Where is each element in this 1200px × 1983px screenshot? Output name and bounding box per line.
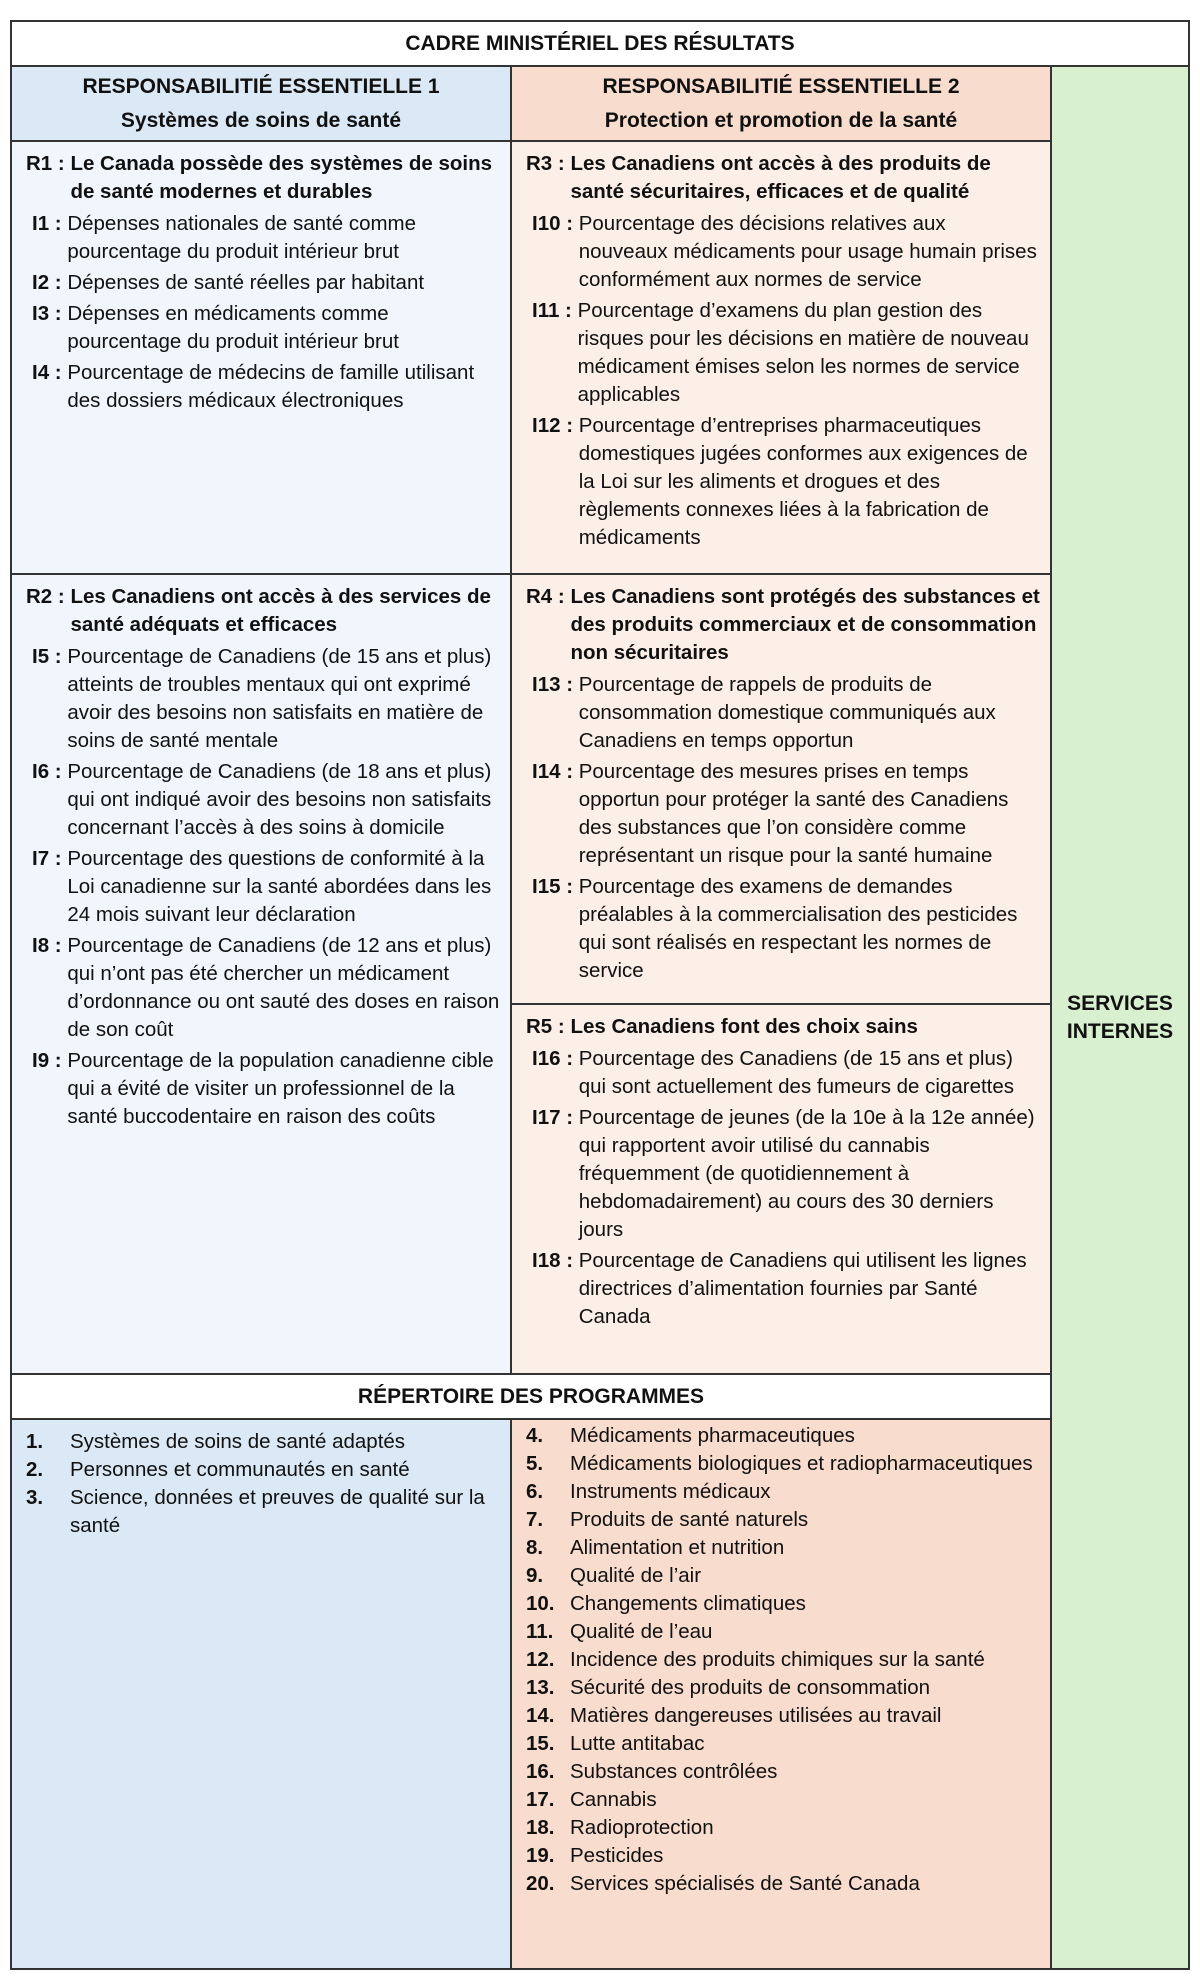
program-name: Systèmes de soins de santé adaptés bbox=[70, 1430, 406, 1453]
indicator-label: I7 : bbox=[32, 847, 68, 870]
indicator-i2 bbox=[32, 269, 500, 297]
program-name: Alimentation et nutrition bbox=[570, 1536, 785, 1559]
indicator-i8 bbox=[32, 932, 500, 1044]
indicator-text: Pourcentage de médecins de famille utilisant des dossiers médicaux électroniques bbox=[67, 361, 475, 412]
program-number: 5. bbox=[526, 1452, 544, 1475]
program-number: 2. bbox=[26, 1458, 44, 1481]
program-name: Lutte antitabac bbox=[570, 1732, 705, 1755]
program-name: Médicaments pharmaceutiques bbox=[570, 1424, 855, 1447]
indicator-label: I16 : bbox=[532, 1047, 579, 1070]
result-text: Le Canada possède des systèmes de soins de santé modernes et durables bbox=[70, 152, 493, 203]
results-framework-table bbox=[10, 20, 1190, 1970]
result-text: Les Canadiens font des choix sains bbox=[570, 1015, 918, 1038]
program-item bbox=[526, 1870, 1040, 1898]
indicator-i6 bbox=[32, 758, 500, 842]
program-name: Produits de santé naturels bbox=[570, 1508, 809, 1531]
programs-re2-cell bbox=[512, 1420, 1052, 1968]
program-item bbox=[526, 1478, 1040, 1506]
result-label: R5 : bbox=[526, 1015, 571, 1038]
program-item bbox=[526, 1786, 1040, 1814]
indicator-label: I3 : bbox=[32, 302, 68, 325]
repertoire-heading: RÉPERTOIRE DES PROGRAMMES bbox=[12, 1375, 1052, 1420]
program-item bbox=[26, 1428, 500, 1456]
program-item bbox=[526, 1730, 1040, 1758]
indicator-text: Pourcentage de Canadiens qui utilisent les lignes directrices d’alimentation fournies par Santé Canada bbox=[578, 1249, 1027, 1328]
services-internes-column bbox=[1052, 67, 1188, 1968]
indicator-label: I9 : bbox=[32, 1049, 68, 1072]
program-number: 1. bbox=[26, 1430, 44, 1453]
indicator-i4 bbox=[32, 359, 500, 415]
indicator-i12 bbox=[532, 412, 1040, 552]
program-name: Sécurité des produits de consommation bbox=[570, 1676, 931, 1699]
program-name: Pesticides bbox=[570, 1844, 664, 1867]
indicator-text: Pourcentage de Canadiens (de 12 ans et plus) qui n’ont pas été chercher un médicament d’ordonnance ou ont sauté des doses en raison de son coût bbox=[67, 934, 500, 1041]
indicator-i10 bbox=[532, 210, 1040, 294]
indicator-text: Pourcentage de jeunes (de la 10e à la 12e année) qui rapportent avoir utilisé du cannabis fréquemment (de quotidiennement à hebdomadairement) au cours des 30 derniers jours bbox=[578, 1106, 1035, 1241]
program-number: 12. bbox=[526, 1648, 555, 1671]
re2-header bbox=[512, 67, 1052, 142]
indicator-label: I13 : bbox=[532, 673, 579, 696]
table-title: CADRE MINISTÉRIEL DES RÉSULTATS bbox=[12, 22, 1188, 67]
indicator-text: Dépenses nationales de santé comme pourcentage du produit intérieur brut bbox=[67, 212, 417, 263]
program-item bbox=[526, 1814, 1040, 1842]
program-name: Qualité de l’air bbox=[570, 1564, 702, 1587]
result-r4-cell bbox=[512, 575, 1052, 1005]
program-name: Médicaments biologiques et radiopharmaceutiques bbox=[570, 1452, 1033, 1475]
program-name: Instruments médicaux bbox=[570, 1480, 771, 1503]
indicator-i9 bbox=[32, 1047, 500, 1131]
indicator-i5 bbox=[32, 643, 500, 755]
indicator-text: Pourcentage des mesures prises en temps opportun pour protéger la santé des Canadiens des substances que l’on considère comme représentant un risque pour la santé humaine bbox=[578, 760, 1009, 867]
program-number: 6. bbox=[526, 1480, 544, 1503]
result-r1-cell bbox=[12, 142, 512, 575]
indicator-label: I14 : bbox=[532, 760, 579, 783]
program-name: Science, données et preuves de qualité sur la santé bbox=[70, 1486, 485, 1537]
indicator-label: I1 : bbox=[32, 212, 68, 235]
indicator-text: Pourcentage d’examens du plan gestion des risques pour les décisions en matière de nouveau médicament émises selon les normes de service applicables bbox=[577, 299, 1029, 406]
indicator-text: Pourcentage des examens de demandes préalables à la commercialisation des pesticides qui sont réalisés en respectant les normes de service bbox=[578, 875, 1018, 982]
programs-re1-cell bbox=[12, 1420, 512, 1968]
program-name: Substances contrôlées bbox=[570, 1760, 778, 1783]
result-r2 bbox=[26, 583, 500, 639]
result-text: Les Canadiens sont protégés des substances et des produits commerciaux et de consommation non sécuritaires bbox=[570, 585, 1040, 664]
program-item bbox=[526, 1422, 1040, 1450]
program-item bbox=[526, 1702, 1040, 1730]
program-number: 7. bbox=[526, 1508, 544, 1531]
indicator-i18 bbox=[532, 1247, 1040, 1331]
result-r3 bbox=[526, 150, 1040, 206]
program-item bbox=[526, 1842, 1040, 1870]
indicator-label: I12 : bbox=[532, 414, 579, 437]
program-name: Matières dangereuses utilisées au travail bbox=[570, 1704, 942, 1727]
indicator-i7 bbox=[32, 845, 500, 929]
program-number: 13. bbox=[526, 1676, 555, 1699]
re1-heading: RESPONSABILITIÉ ESSENTIELLE 1 bbox=[82, 74, 440, 98]
indicator-i13 bbox=[532, 671, 1040, 755]
indicator-text: Dépenses de santé réelles par habitant bbox=[67, 271, 425, 294]
indicator-i11 bbox=[532, 297, 1040, 409]
program-name: Cannabis bbox=[570, 1788, 657, 1811]
services-line2: INTERNES bbox=[1066, 1019, 1174, 1043]
result-r1 bbox=[26, 150, 500, 206]
program-number: 9. bbox=[526, 1564, 544, 1587]
program-item bbox=[526, 1758, 1040, 1786]
indicator-text: Pourcentage de Canadiens (de 18 ans et plus) qui ont indiqué avoir des besoins non satisfaits concernant l’accès à des soins à domicile bbox=[67, 760, 492, 839]
indicator-label: I2 : bbox=[32, 271, 68, 294]
indicator-i17 bbox=[532, 1104, 1040, 1244]
re1-header bbox=[12, 67, 512, 142]
program-item bbox=[526, 1450, 1040, 1478]
program-number: 3. bbox=[26, 1486, 44, 1509]
program-number: 4. bbox=[526, 1424, 544, 1447]
re2-subheading: Protection et promotion de la santé bbox=[604, 108, 958, 132]
program-item bbox=[26, 1484, 500, 1540]
indicator-i16 bbox=[532, 1045, 1040, 1101]
result-r5 bbox=[526, 1013, 1040, 1041]
program-item bbox=[526, 1506, 1040, 1534]
indicator-label: I8 : bbox=[32, 934, 68, 957]
program-number: 16. bbox=[526, 1760, 555, 1783]
indicator-i3 bbox=[32, 300, 500, 356]
result-text: Les Canadiens ont accès à des produits de santé sécuritaires, efficaces et de qualité bbox=[570, 152, 991, 203]
indicator-label: I17 : bbox=[532, 1106, 579, 1129]
indicator-label: I18 : bbox=[532, 1249, 579, 1272]
program-name: Services spécialisés de Santé Canada bbox=[570, 1872, 920, 1895]
indicator-text: Pourcentage des Canadiens (de 15 ans et plus) qui sont actuellement des fumeurs de cigarettes bbox=[578, 1047, 1015, 1098]
program-number: 19. bbox=[526, 1844, 555, 1867]
result-label: R4 : bbox=[526, 585, 571, 608]
result-label: R1 : bbox=[26, 152, 71, 175]
program-number: 17. bbox=[526, 1788, 555, 1811]
services-line1: SERVICES bbox=[1067, 991, 1173, 1015]
indicator-label: I5 : bbox=[32, 645, 68, 668]
indicator-text: Pourcentage des décisions relatives aux nouveaux médicaments pour usage humain prises conformément aux normes de service bbox=[578, 212, 1037, 291]
program-number: 11. bbox=[526, 1620, 554, 1643]
program-number: 14. bbox=[526, 1704, 555, 1727]
indicator-text: Dépenses en médicaments comme pourcentage du produit intérieur brut bbox=[67, 302, 399, 353]
indicator-label: I15 : bbox=[532, 875, 579, 898]
result-r3-cell bbox=[512, 142, 1052, 575]
result-r5-cell bbox=[512, 1005, 1052, 1375]
indicator-i1 bbox=[32, 210, 500, 266]
indicator-text: Pourcentage de la population canadienne cible qui a évité de visiter un professionnel de la santé buccodentaire en raison des coûts bbox=[67, 1049, 494, 1128]
indicator-i15 bbox=[532, 873, 1040, 985]
program-item bbox=[526, 1674, 1040, 1702]
program-name: Qualité de l’eau bbox=[570, 1620, 713, 1643]
program-item bbox=[526, 1590, 1040, 1618]
indicator-text: Pourcentage des questions de conformité à la Loi canadienne sur la santé abordées dans les 24 mois suivant leur déclaration bbox=[67, 847, 492, 926]
indicator-label: I11 : bbox=[532, 299, 578, 322]
program-item bbox=[526, 1646, 1040, 1674]
program-number: 20. bbox=[526, 1872, 555, 1895]
indicator-i14 bbox=[532, 758, 1040, 870]
result-r4 bbox=[526, 583, 1040, 667]
indicator-text: Pourcentage de Canadiens (de 15 ans et plus) atteints de troubles mentaux qui ont exprimé avoir des besoins non satisfaits en matière de soins de santé mentale bbox=[67, 645, 492, 752]
indicator-label: I10 : bbox=[532, 212, 579, 235]
program-item bbox=[526, 1534, 1040, 1562]
result-r2-cell bbox=[12, 575, 512, 1375]
re2-heading: RESPONSABILITIÉ ESSENTIELLE 2 bbox=[602, 74, 960, 98]
indicator-label: I4 : bbox=[32, 361, 68, 384]
indicator-label: I6 : bbox=[32, 760, 68, 783]
result-label: R3 : bbox=[526, 152, 571, 175]
program-name: Incidence des produits chimiques sur la santé bbox=[570, 1648, 985, 1671]
program-name: Radioprotection bbox=[570, 1816, 714, 1839]
program-number: 18. bbox=[526, 1816, 555, 1839]
result-label: R2 : bbox=[26, 585, 71, 608]
program-number: 8. bbox=[526, 1536, 544, 1559]
program-number: 15. bbox=[526, 1732, 555, 1755]
result-text: Les Canadiens ont accès à des services de santé adéquats et efficaces bbox=[70, 585, 491, 636]
program-item bbox=[26, 1456, 500, 1484]
program-name: Changements climatiques bbox=[570, 1592, 806, 1615]
program-number: 10. bbox=[526, 1592, 555, 1615]
re1-subheading: Systèmes de soins de santé bbox=[120, 108, 402, 132]
program-name: Personnes et communautés en santé bbox=[70, 1458, 410, 1481]
program-item bbox=[526, 1562, 1040, 1590]
indicator-text: Pourcentage d’entreprises pharmaceutiques domestiques jugées conformes aux exigences de la Loi sur les aliments et drogues et des règlements connexes liées à la fabrication de médicaments bbox=[578, 414, 1028, 549]
program-item bbox=[526, 1618, 1040, 1646]
indicator-text: Pourcentage de rappels de produits de consommation domestique communiqués aux Canadiens en temps opportun bbox=[578, 673, 996, 752]
